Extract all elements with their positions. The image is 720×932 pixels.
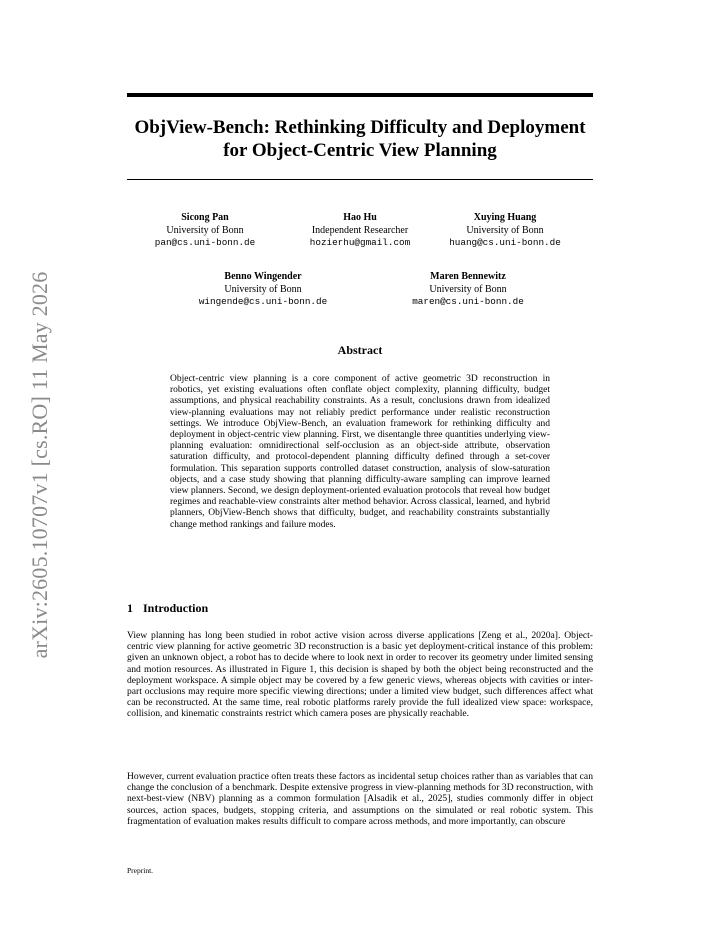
author-email[interactable]: hozierhu@gmail.com <box>309 237 411 248</box>
author-affiliation: University of Bonn <box>466 224 544 236</box>
author-name: Hao Hu <box>343 212 377 223</box>
paper-title: ObjView-Bench: Rethinking Difficulty and Deployment for Object-Centric View Planning <box>134 117 586 161</box>
author-affiliation: Independent Researcher <box>311 224 409 236</box>
author-block <box>285 212 435 250</box>
author-email[interactable]: pan@cs.uni-bonn.de <box>154 237 256 248</box>
author-affiliation: University of Bonn <box>429 283 507 295</box>
body-paragraph: However, current evaluation practice often treats these factors as incidental setup choices rather than as variables that can change the conclusion of a benchmark. Despite extensive progress in view-planning methods for 3D reconstruction, with next-best-view (NBV) planning as a common formulation [Alsadik et al., 2025], studies commonly differ in object sources, action spaces, budgets, stopping criteria, and assumptions on the simulated or real robotic system. This fragmentation of evaluation makes results difficult to compare across methods, and more importantly, can obscure <box>127 771 593 827</box>
author-email[interactable]: wingende@cs.uni-bonn.de <box>198 296 328 307</box>
author-block <box>383 271 553 309</box>
author-affiliation: University of Bonn <box>166 224 244 236</box>
body-paragraph: View planning has long been studied in robot active vision across diverse applications [Zeng et al., 2020a]. Object-centric view planning for active geometric 3D reconstruction is a basic yet deployment-critical instance of this problem: given an unknown object, a robot has to decide where to look next in order to recover its geometry under limited sensing and motion resources. As illustrated in Figure 1, this decision is shaped by both the object being reconstructed and the deployment workspace. A simple object may be covered by a few generic views, whereas objects with cavities or inter-part occlusions may require more specific viewing directions; under a limited view budget, such differences affect what can be reconstructed. At the same time, real robotic platforms rarely provide the full idealized view space: workspace, collision, and kinematic constraints restrict which camera poses are physically reachable. <box>127 630 593 720</box>
author-email[interactable]: huang@cs.uni-bonn.de <box>449 237 561 248</box>
author-email[interactable]: maren@cs.uni-bonn.de <box>412 296 524 307</box>
author-name: Sicong Pan <box>181 212 229 223</box>
title-top-rule <box>127 93 593 97</box>
title-bottom-rule <box>127 179 593 180</box>
author-name: Xuying Huang <box>473 212 537 223</box>
author-name: Maren Bennewitz <box>430 271 506 282</box>
author-affiliation: University of Bonn <box>224 283 302 295</box>
footer-note: Preprint. <box>127 866 154 875</box>
section-number: 1 <box>127 601 133 615</box>
author-block <box>178 271 348 309</box>
arxiv-identifier-text: arXiv:2605.10707v1 [cs.RO] 11 May 2026 <box>27 271 52 659</box>
author-name: Benno Wingender <box>224 271 302 282</box>
section-title: Introduction <box>143 601 209 615</box>
abstract-body: Object-centric view planning is a core component of active geometric 3D reconstruction in robotics, yet existing evaluations often conflate object complexity, planning difficulty, budget assumptions, and physical reachability constraints. As a result, conclusions drawn from idealized view-planning evaluations may not reliably predict performance under realistic reconstruction settings. We introduce ObjView-Bench, an evaluation framework for rethinking difficulty and deployment in object-centric view planning. First, we disentangle three quantities underlying view-planning evaluation: omnidirectional self-occlusion as an object-side attribute, observation saturation difficulty, and protocol-dependent planning difficulty defined through a set-cover formulation. This separation supports controlled dataset construction, analysis of slow-saturation objects, and a case study showing that planning difficulty-aware sampling can improve learned view planners. Second, we design deployment-oriented evaluation protocols that reveal how budget regimes and reachable-view constraints alter method behavior. Across classical, learned, and hybrid planners, ObjView-Bench shows that difficulty, budget, and reachability constraints substantially change method rankings and failure modes. <box>170 374 550 530</box>
abstract-heading: Abstract <box>337 343 383 357</box>
author-block <box>130 212 280 250</box>
section-heading <box>127 601 208 616</box>
author-block <box>430 212 580 250</box>
